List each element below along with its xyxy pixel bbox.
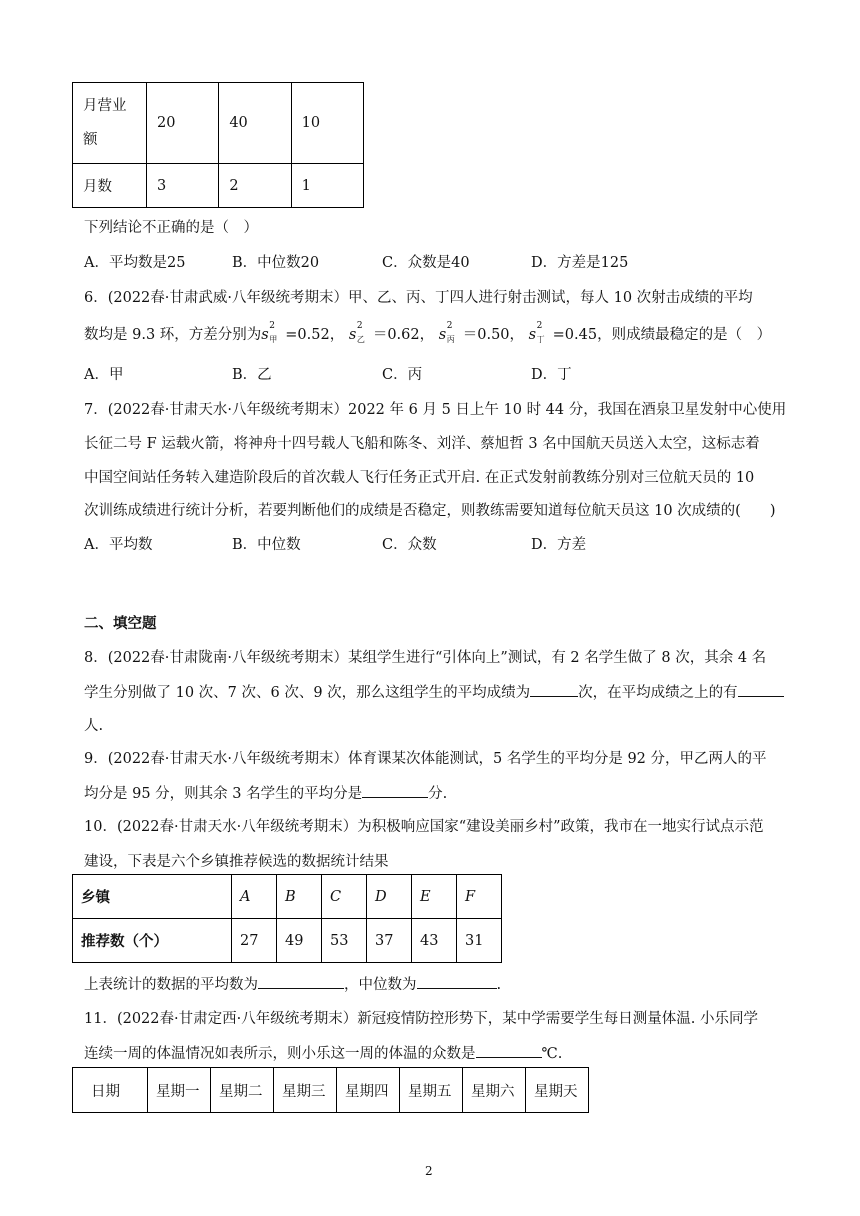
table-cell: E — [412, 875, 457, 919]
table-cell: 月营业 额 — [73, 83, 147, 164]
answer-blank[interactable] — [530, 682, 578, 697]
table-cell: 49 — [277, 919, 322, 963]
q5-stem: 下列结论不正确的是（ ） — [84, 220, 258, 236]
q5-option-b: B．中位数20 — [232, 255, 320, 271]
table-cell: 2 — [219, 164, 291, 208]
q10-after: 上表统计的数据的平均数为 ，中位数为 . — [84, 973, 501, 994]
q10-line1: 10．(2022春·甘肃天水·八年级统考期末）为积极响应国家“建设美丽乡村”政策，我市在一地实行试点示范 — [84, 819, 764, 835]
q7-line1: 7．(2022春·甘肃天水·八年级统考期末）2022 年 6 月 5 日上午 10 时 44 分，我国在酒泉卫星发射中心使用 — [84, 402, 787, 418]
q5-option-d: D．方差是125 — [531, 255, 629, 271]
table-cell: 43 — [412, 919, 457, 963]
table-cell: 月数 — [73, 164, 147, 208]
recommendation-table — [72, 874, 502, 963]
answer-blank[interactable] — [476, 1043, 542, 1058]
table-cell: 星期一 — [148, 1068, 211, 1113]
table-cell: D — [367, 875, 412, 919]
table-cell: 星期六 — [463, 1068, 526, 1113]
q6-option-a: A．甲 — [84, 367, 124, 383]
q8-line1: 8．(2022春·甘肃陇南·八年级统考期末）某组学生进行“引体向上”测试，有 2 名学生做了 8 次，其余 4 名 — [84, 650, 767, 666]
q6-line1: 6．(2022春·甘肃武威·八年级统考期末）甲、乙、丙、丁四人进行射击测试，每人 10 次射击成绩的平均 — [84, 290, 753, 306]
q7-option-b: B．中位数 — [232, 537, 301, 553]
table-cell: B — [277, 875, 322, 919]
temperature-table — [72, 1067, 589, 1113]
q6-option-d: D．丁 — [531, 367, 572, 383]
table-cell: 31 — [457, 919, 502, 963]
q7-line4: 次训练成绩进行统计分析，若要判断他们的成绩是否稳定，则教练需要知道每位航天员这 10 次成绩的( ) — [84, 503, 776, 519]
q7-option-c: C．众数 — [382, 537, 437, 553]
table-cell: 日期 — [73, 1068, 148, 1113]
table-cell: 星期三 — [274, 1068, 337, 1113]
page-number: 2 — [425, 1164, 433, 1178]
table-cell: 乡镇 — [73, 875, 232, 919]
q11-line2: 连续一周的体温情况如表所示，则小乐这一周的体温的众数是 ℃. — [84, 1042, 562, 1063]
answer-blank[interactable] — [738, 682, 784, 697]
table-cell: 53 — [322, 919, 367, 963]
q5-option-c: C．众数是40 — [382, 255, 470, 271]
table-cell: 10 — [291, 83, 363, 164]
table-cell: 星期四 — [337, 1068, 400, 1113]
q6-option-b: B．乙 — [232, 367, 272, 383]
table-cell: 20 — [146, 83, 218, 164]
answer-blank[interactable] — [362, 783, 428, 798]
q9-line1: 9．(2022春·甘肃天水·八年级统考期末）体育课某次体能测试，5 名学生的平均分是 92 分，甲乙两人的平 — [84, 751, 767, 767]
q11-line1: 11．(2022春·甘肃定西·八年级统考期末）新冠疫情防控形势下，某中学需要学生每日测量体温. 小乐同学 — [84, 1011, 758, 1027]
q9-line2: 均分是 95 分，则其余 3 名学生的平均分是 分. — [84, 782, 447, 803]
table-cell: 推荐数（个） — [73, 919, 232, 963]
q5-option-a: A．平均数是25 — [84, 255, 186, 271]
answer-blank[interactable] — [417, 974, 497, 989]
table-cell: C — [322, 875, 367, 919]
table-cell: 27 — [232, 919, 277, 963]
table-cell: A — [232, 875, 277, 919]
table-cell: 星期天 — [526, 1068, 589, 1113]
q7-option-a: A．平均数 — [84, 537, 153, 553]
q7-line2: 长征二号 F 运载火箭，将神舟十四号载人飞船和陈冬、刘洋、蔡旭哲 3 名中国航天员送入太空，这标志着 — [84, 436, 760, 452]
q10-line2: 建设，下表是六个乡镇推荐候选的数据统计结果 — [84, 854, 389, 870]
q8-line2: 学生分别做了 10 次、7 次、6 次、9 次，那么这组学生的平均成绩为 次，在平均成绩之上的有 — [84, 681, 784, 702]
table-cell: 星期二 — [211, 1068, 274, 1113]
table-cell: F — [457, 875, 502, 919]
q7-option-d: D．方差 — [531, 537, 587, 553]
table-cell: 星期五 — [400, 1068, 463, 1113]
table-cell: 37 — [367, 919, 412, 963]
section-title: 二、填空题 — [84, 615, 157, 632]
q8-line3: 人. — [84, 718, 104, 734]
revenue-table — [72, 82, 364, 208]
table-cell: 3 — [146, 164, 218, 208]
q7-line3: 中国空间站任务转入建造阶段后的首次载人飞行任务正式开启. 在正式发射前教练分别对三位航天员的 10 — [84, 470, 755, 486]
q6-line2: 数均是 9.3 环，方差分别为 s 2 甲 =0.52， s 2 乙 ＝0.62， s 2 丙 ＝0.50， s 2 丁 =0.45，则成绩最稳定的是（ ） — [84, 321, 772, 344]
table-cell: 40 — [219, 83, 291, 164]
q6-option-c: C．丙 — [382, 367, 423, 383]
table-cell: 1 — [291, 164, 363, 208]
answer-blank[interactable] — [258, 974, 344, 989]
